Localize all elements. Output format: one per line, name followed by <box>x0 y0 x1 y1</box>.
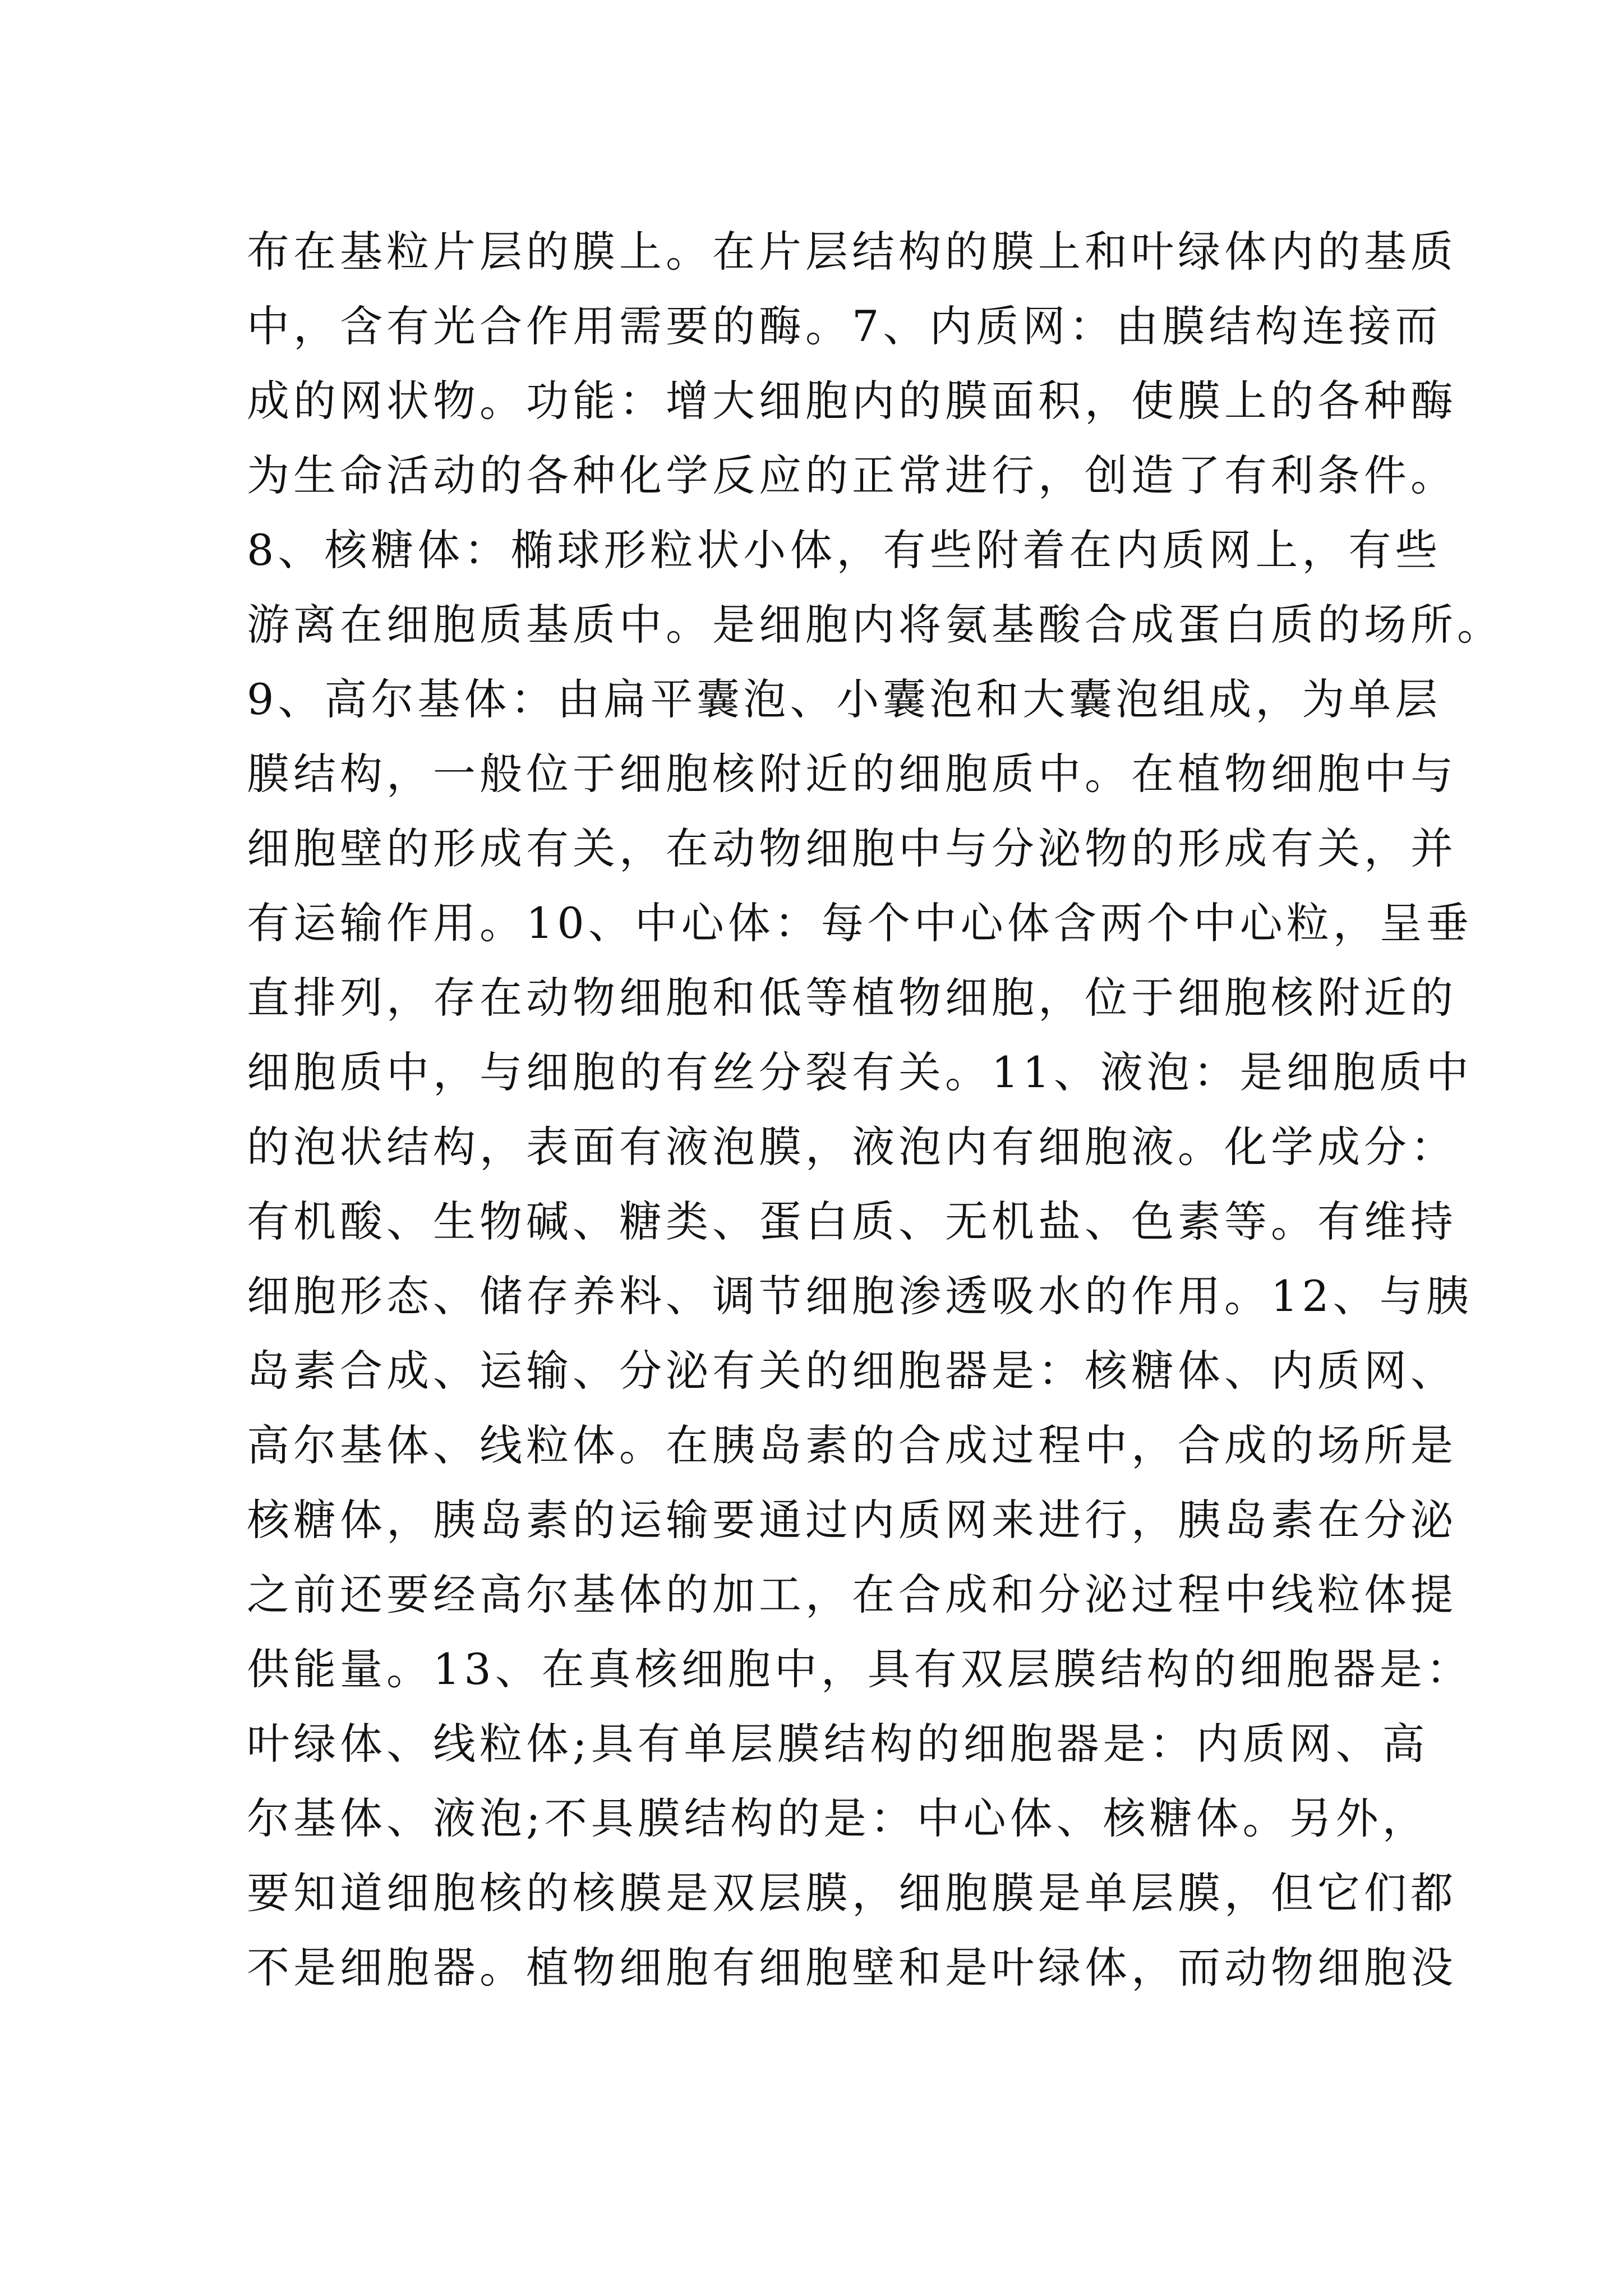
text-line-24: 不是细胞器。植物细胞有细胞壁和是叶绿体，而动物细胞没 <box>247 1943 1457 1993</box>
text-line-6: 游离在细胞质基质中。是细胞内将氨基酸合成蛋白质的场所。 <box>247 600 1504 650</box>
text-line-19: 之前还要经高尔基体的加工，在合成和分泌过程中线粒体提 <box>247 1570 1457 1619</box>
text-line-16: 岛素合成、运输、分泌有关的细胞器是：核糖体、内质网、 <box>247 1346 1457 1396</box>
text-line-21: 叶绿体、线粒体;具有单层膜结构的细胞器是：内质网、高 <box>247 1719 1429 1769</box>
text-line-13: 的泡状结构，表面有液泡膜，液泡内有细胞液。化学成分： <box>247 1122 1457 1172</box>
text-line-1: 布在基粒片层的膜上。在片层结构的膜上和叶绿体内的基质 <box>247 227 1457 277</box>
text-line-22: 尔基体、液泡;不具膜结构的是：中心体、核糖体。另外， <box>247 1793 1429 1843</box>
text-line-5: 8、核糖体：椭球形粒状小体，有些附着在内质网上，有些 <box>247 525 1442 575</box>
body-text <box>247 214 1504 2005</box>
text-line-9: 细胞壁的形成有关，在动物细胞中与分泌物的形成有关，并 <box>247 823 1457 873</box>
text-line-7: 9、高尔基体：由扁平囊泡、小囊泡和大囊泡组成，为单层 <box>247 674 1442 724</box>
text-line-14: 有机酸、生物碱、糖类、蛋白质、无机盐、色素等。有维持 <box>247 1197 1457 1246</box>
text-line-4: 为生命活动的各种化学反应的正常进行，创造了有利条件。 <box>247 450 1457 500</box>
text-line-15: 细胞形态、储存养料、调节细胞渗透吸水的作用。12、与胰 <box>247 1271 1473 1321</box>
text-line-18: 核糖体，胰岛素的运输要通过内质网来进行，胰岛素在分泌 <box>247 1495 1457 1545</box>
text-line-12: 细胞质中，与细胞的有丝分裂有关。11、液泡：是细胞质中 <box>247 1047 1473 1097</box>
text-line-23: 要知道细胞核的核膜是双层膜，细胞膜是单层膜，但它们都 <box>247 1868 1457 1918</box>
text-line-11: 直排列，存在动物细胞和低等植物细胞，位于细胞核附近的 <box>247 973 1457 1023</box>
text-line-3: 成的网状物。功能：增大细胞内的膜面积，使膜上的各种酶 <box>247 376 1457 426</box>
text-line-17: 高尔基体、线粒体。在胰岛素的合成过程中，合成的场所是 <box>247 1420 1457 1470</box>
text-line-20: 供能量。13、在真核细胞中，具有双层膜结构的细胞器是： <box>247 1644 1473 1694</box>
text-line-2: 中，含有光合作用需要的酶。7、内质网：由膜结构连接而 <box>247 301 1442 351</box>
text-line-8: 膜结构，一般位于细胞核附近的细胞质中。在植物细胞中与 <box>247 749 1457 799</box>
text-line-10: 有运输作用。10、中心体：每个中心体含两个中心粒，呈垂 <box>247 898 1473 948</box>
